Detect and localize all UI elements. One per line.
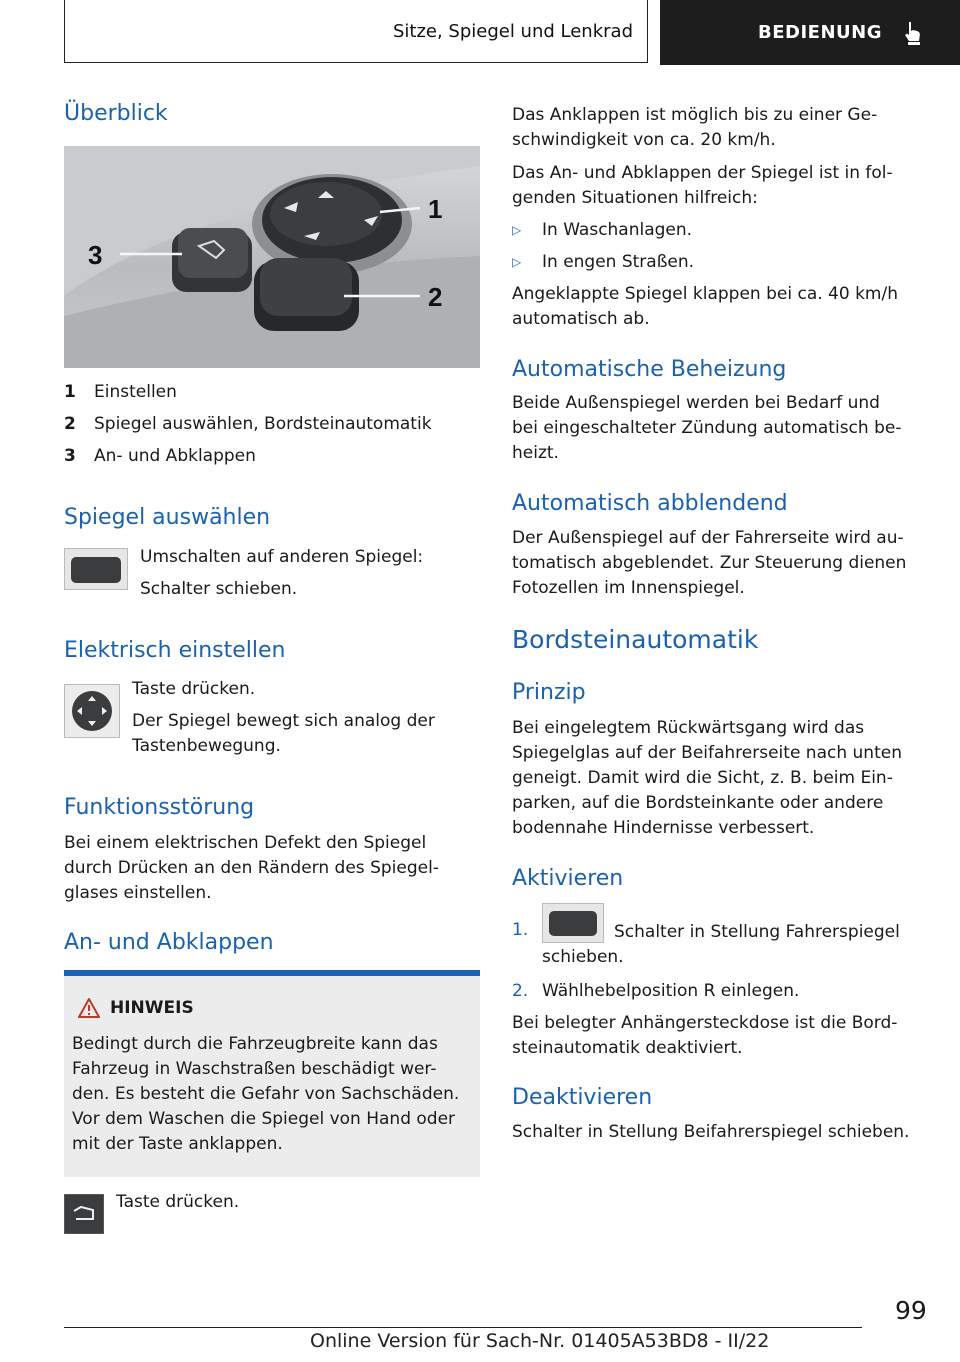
warning-triangle-icon xyxy=(78,998,100,1018)
footer-divider xyxy=(64,1327,862,1328)
principle-line: bodennahe Hindernisse verbessert. xyxy=(512,818,815,838)
fold-heading: An- und Abklappen xyxy=(64,930,274,955)
auto-unfold-line: Angeklappte Spiegel klappen bei ca. 40 km/h xyxy=(512,284,898,304)
step-text-cont: schieben. xyxy=(542,947,624,967)
heating-line: bei eingeschalteter Zündung automatisch be- xyxy=(512,418,902,438)
malfunction-heading: Funktionsstörung xyxy=(64,795,255,820)
select-line-1: Umschalten auf anderen Spiegel: xyxy=(140,547,424,567)
section-title: Sitze, Spiegel und Lenkrad xyxy=(392,20,633,42)
mirror-controls-figure xyxy=(64,146,480,368)
bullet-triangle-icon: ▷ xyxy=(512,255,522,269)
note-line: den. Es besteht die Gefahr von Sachschäden. xyxy=(72,1084,460,1104)
legend-number: 1 xyxy=(64,382,76,402)
legend-text: Spiegel auswählen, Bordsteinautomatik xyxy=(94,414,432,434)
intro-line: Das An- und Abklappen der Spiegel ist in fol- xyxy=(512,163,893,183)
intro-line: Das Anklappen ist möglich bis zu einer Ge- xyxy=(512,105,878,125)
auto-unfold-line: automatisch ab. xyxy=(512,309,650,329)
select-mirror-heading: Spiegel auswählen xyxy=(64,505,271,530)
principle-line: Spiegelglas auf der Beifahrerseite nach unten xyxy=(512,743,902,763)
pointing-hand-icon xyxy=(900,20,926,46)
select-line-2: Schalter schieben. xyxy=(140,579,298,599)
chapter-tab xyxy=(660,0,960,65)
trailer-line: Bei belegter Anhängersteckdose ist die Bord- xyxy=(512,1013,898,1033)
mirror-controls-illustration xyxy=(64,146,480,368)
dimming-line: Der Außenspiegel auf der Fahrerseite wird au- xyxy=(512,528,904,548)
legend-number: 2 xyxy=(64,414,76,434)
adjust-line-1: Taste drücken. xyxy=(132,679,256,699)
bullet-triangle-icon: ▷ xyxy=(512,223,522,237)
heating-line: Beide Außenspiegel werden bei Bedarf und xyxy=(512,393,880,413)
heating-heading: Automatische Beheizung xyxy=(512,357,787,382)
deactivate-heading: Deaktivieren xyxy=(512,1085,653,1110)
fold-press-text: Taste drücken. xyxy=(116,1192,240,1212)
mirror-select-switch-icon xyxy=(64,548,128,590)
electric-adjust-heading: Elektrisch einstellen xyxy=(64,638,286,663)
note-line: mit der Taste anklappen. xyxy=(72,1134,283,1154)
running-header-section xyxy=(64,0,648,63)
trailer-line: steinautomatik deaktiviert. xyxy=(512,1038,743,1058)
callout-2: 2 xyxy=(428,282,443,312)
chapter-title: BEDIENUNG xyxy=(758,22,882,43)
principle-line: geneigt. Damit wird die Sicht, z. B. beim Ein- xyxy=(512,768,893,788)
bullet-text: In Waschanlagen. xyxy=(542,220,693,240)
adjust-joystick-icon xyxy=(64,684,120,738)
step-text: Wählhebelposition R einlegen. xyxy=(542,981,800,1001)
note-line: Vor dem Waschen die Spiegel von Hand oder xyxy=(72,1109,456,1129)
malfunction-line: Bei einem elektrischen Defekt den Spiegel xyxy=(64,833,427,853)
step-number: 1. xyxy=(512,920,529,940)
overview-heading: Überblick xyxy=(64,101,168,126)
note-label: HINWEIS xyxy=(110,998,194,1018)
principle-line: Bei eingelegtem Rückwärtsgang wird das xyxy=(512,718,865,738)
callout-3: 3 xyxy=(88,240,103,270)
dimming-line: tomatisch abgeblendet. Zur Steuerung dienen xyxy=(512,553,907,573)
activate-heading: Aktivieren xyxy=(512,866,624,891)
intro-line: schwindigkeit von ca. 20 km/h. xyxy=(512,130,776,150)
step-text: Schalter in Stellung Fahrerspiegel xyxy=(614,922,900,942)
fold-button-icon xyxy=(64,1194,104,1234)
dimming-line: Fotozellen im Innenspiegel. xyxy=(512,578,745,598)
footer-text: Online Version für Sach-Nr. 01405A53BD8 - II/22 xyxy=(310,1330,770,1352)
intro-line: genden Situationen hilfreich: xyxy=(512,188,758,208)
callout-1: 1 xyxy=(428,194,443,224)
malfunction-line: glases einstellen. xyxy=(64,883,212,903)
curb-automatic-heading: Bordsteinautomatik xyxy=(512,625,759,654)
note-box xyxy=(64,976,480,1177)
legend-number: 3 xyxy=(64,446,76,466)
legend-text: Einstellen xyxy=(94,382,177,402)
legend-text: An- und Abklappen xyxy=(94,446,256,466)
page-number: 99 xyxy=(895,1296,927,1325)
malfunction-line: durch Drücken an den Rändern des Spiegel- xyxy=(64,858,439,878)
step-number: 2. xyxy=(512,981,529,1001)
note-line: Fahrzeug in Waschstraßen beschädigt wer- xyxy=(72,1059,437,1079)
principle-heading: Prinzip xyxy=(512,680,586,705)
deactivate-line: Schalter in Stellung Beifahrerspiegel schieben. xyxy=(512,1122,910,1142)
adjust-line-2a: Der Spiegel bewegt sich analog der xyxy=(132,711,435,731)
heating-line: heizt. xyxy=(512,443,559,463)
principle-line: parken, auf die Bordsteinkante oder andere xyxy=(512,793,884,813)
bullet-text: In engen Straßen. xyxy=(542,252,695,272)
dimming-heading: Automatisch abblendend xyxy=(512,491,788,516)
adjust-line-2b: Tastenbewegung. xyxy=(132,736,281,756)
mirror-select-switch-icon xyxy=(542,903,604,943)
note-line: Bedingt durch die Fahrzeugbreite kann das xyxy=(72,1034,438,1054)
